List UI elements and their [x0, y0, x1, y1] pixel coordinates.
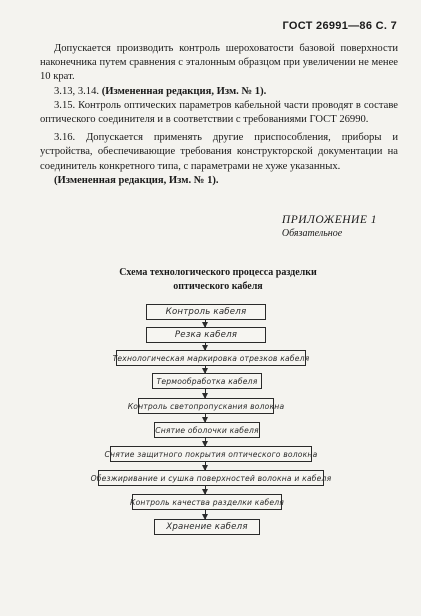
page-header: ГОСТ 26991—86 С. 7 — [282, 20, 397, 32]
arrow-4 — [205, 388, 206, 398]
arrow-5 — [205, 413, 206, 422]
paragraph-3-16: 3.16. Допускается применять другие приспособления, приборы и устройства, обеспечивающие требования конструкторской документации на соединитель конкретного типа, с параметрами не хуже указанных. — [40, 132, 398, 172]
step-box-10: Хранение кабеля — [154, 519, 260, 535]
appendix-title: ПРИЛОЖЕНИЕ 1 — [281, 214, 377, 226]
step-box-8: Обезжиривание и сушка поверхностей волокна и кабеля — [98, 470, 324, 486]
step-box-2: Резка кабеля — [146, 327, 266, 343]
step-box-4: Термообработка кабеля — [152, 373, 262, 389]
paragraph-3-15: 3.15. Контроль оптических параметров кабельной части проводят в составе оптического соединителя и в соответствии с требованиями ГОСТ 26990. — [40, 99, 398, 126]
paragraph-3-13-number: 3.13, 3.14. — [54, 85, 100, 97]
arrow-7 — [205, 461, 206, 470]
step-box-3: Технологическая маркировка отрезков кабеля — [116, 350, 306, 366]
arrow-2 — [205, 342, 206, 350]
paragraph-roughness-control: Допускается производить контроль шероховатости базовой поверхности наконечника путем сравнения с эталонным образцом при увеличении не менее 10 крат. — [40, 43, 398, 83]
arrow-3 — [205, 365, 206, 373]
step-box-9: Контроль качества разделки кабеля — [132, 494, 282, 510]
arrow-1 — [205, 319, 206, 327]
step-box-6: Снятие оболочки кабеля — [154, 422, 260, 438]
paragraph-3-13-3-14 — [40, 85, 398, 99]
amendment-note-1: (Измененная редакция, Изм. № 1). — [101, 85, 267, 97]
scheme-title-line-1: Схема технологического процесса разделки — [119, 267, 317, 278]
process-flowchart — [0, 296, 421, 596]
amendment-note-2: (Измененная редакция, Изм. № 1). — [54, 174, 219, 186]
step-box-5: Контроль светопропускания волокна — [138, 398, 274, 414]
scheme-title-line-2: оптического кабеля — [173, 281, 263, 292]
arrow-6 — [205, 437, 206, 446]
document-body — [40, 42, 398, 188]
appendix-subtitle: Обязательное — [281, 228, 343, 239]
scheme-title — [88, 266, 348, 294]
appendix-label — [282, 214, 377, 239]
arrow-9 — [205, 509, 206, 519]
step-box-1: Контроль кабеля — [146, 304, 266, 320]
step-box-7: Снятие защитного покрытия оптического волокна — [110, 446, 312, 462]
arrow-8 — [205, 485, 206, 494]
